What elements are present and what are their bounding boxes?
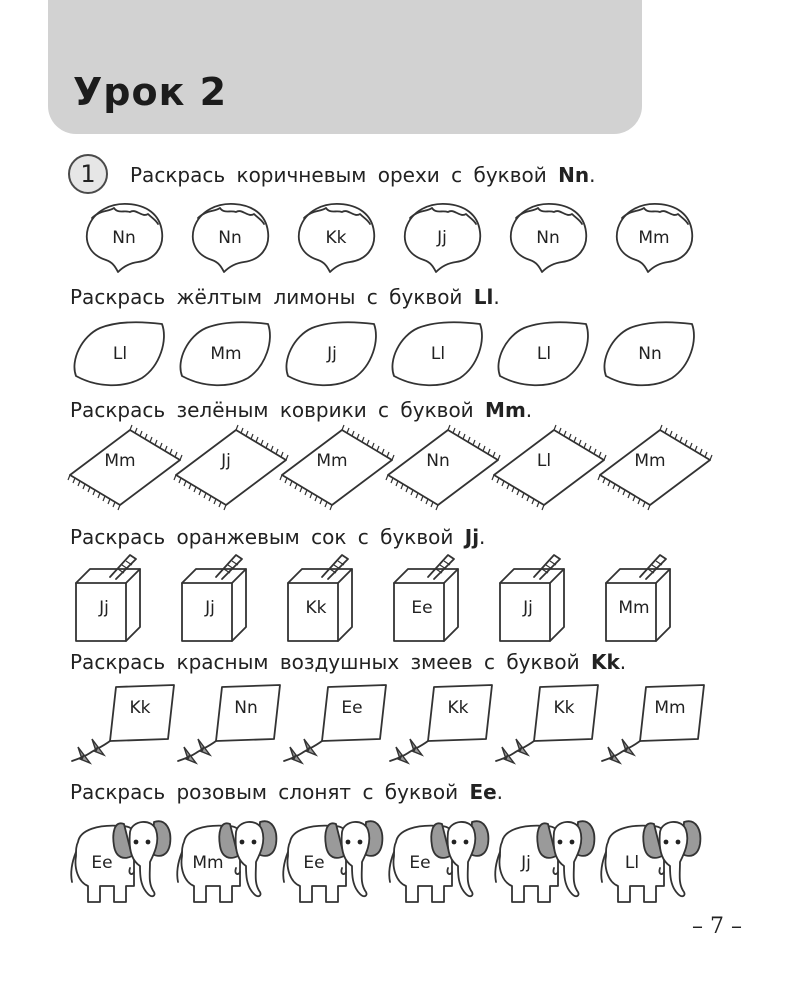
elephant-letters: Ee: [303, 853, 325, 873]
juice-letters: Kk: [305, 598, 327, 618]
lemon-item[interactable]: [600, 318, 700, 390]
kite-letters: Mm: [654, 698, 686, 718]
elephant-item[interactable]: [494, 812, 598, 908]
rug-letters: Ll: [536, 451, 552, 471]
instruction-text: Раскрась розовым слонят с буквой: [70, 780, 470, 804]
instruction-text: Раскрась жёлтым лимоны с буквой: [70, 285, 474, 309]
kite-item[interactable]: [494, 683, 614, 768]
juice-item[interactable]: [176, 555, 266, 645]
rug-item[interactable]: [494, 425, 610, 515]
nut-item[interactable]: [84, 200, 164, 270]
kite-letters: Nn: [234, 698, 258, 718]
juice-letters: Mm: [618, 598, 650, 618]
rug-item[interactable]: [388, 425, 504, 515]
instruction-text: Раскрась зелёным коврики с буквой: [70, 398, 486, 422]
juice-letters: Ee: [411, 598, 433, 618]
juice-letters: Jj: [205, 598, 215, 618]
rug-letters: Mm: [634, 451, 666, 471]
rug-item[interactable]: [176, 425, 292, 515]
elephant-item[interactable]: [600, 812, 704, 908]
kite-letters: Kk: [553, 698, 575, 718]
nut-item[interactable]: [296, 200, 376, 270]
target-letter: Jj: [464, 525, 480, 549]
task-number-badge: 1: [68, 154, 108, 194]
instruction-text: Раскрась красным воздушных змеев с буквой: [70, 650, 591, 674]
rug-letters: Mm: [316, 451, 348, 471]
nut-letters: Nn: [536, 228, 560, 248]
kite-item[interactable]: [282, 683, 402, 768]
nut-letters: Nn: [112, 228, 136, 248]
instruction-period: .: [589, 163, 596, 187]
lesson-title: Урок 2: [73, 70, 228, 114]
elephant-row: [60, 812, 760, 912]
elephant-letters: Mm: [192, 853, 224, 873]
instruction-period: .: [479, 525, 486, 549]
target-letter: Ee: [469, 780, 497, 804]
juice-item[interactable]: [494, 555, 584, 645]
target-letter: Mm: [485, 398, 526, 422]
instruction-text: Раскрась оранжевым сок с буквой: [70, 525, 465, 549]
elephant-letters: Ll: [624, 853, 640, 873]
lemon-letters: Nn: [638, 344, 662, 364]
nut-item[interactable]: [190, 200, 270, 270]
juice-letters: Jj: [99, 598, 109, 618]
instruction-period: .: [493, 285, 500, 309]
target-letter: Kk: [590, 650, 620, 674]
elephant-letters: Jj: [521, 853, 531, 873]
elephant-item[interactable]: [176, 812, 280, 908]
target-letter: Ll: [473, 285, 494, 309]
kite-item[interactable]: [176, 683, 296, 768]
kite-letters: Kk: [447, 698, 469, 718]
rug-item[interactable]: [70, 425, 186, 515]
juice-row: [60, 555, 760, 655]
nut-item[interactable]: [508, 200, 588, 270]
nut-letters: Nn: [218, 228, 242, 248]
lemon-letters: Ll: [430, 344, 446, 364]
instruction-period: .: [525, 398, 533, 422]
juice-item[interactable]: [70, 555, 160, 645]
nut-item[interactable]: [402, 200, 482, 270]
nut-letters: Mm: [638, 228, 670, 248]
juice-item[interactable]: [282, 555, 372, 645]
rug-letters: Mm: [104, 451, 136, 471]
elephant-letters: Ee: [91, 853, 113, 873]
juice-item[interactable]: [600, 555, 690, 645]
lemon-letters: Jj: [327, 344, 337, 364]
lemon-item[interactable]: [282, 318, 382, 390]
instruction-period: .: [619, 650, 627, 674]
rug-item[interactable]: [600, 425, 716, 515]
nut-item[interactable]: [614, 200, 694, 270]
lemon-letters: Ll: [536, 344, 552, 364]
rug-row: [60, 425, 760, 525]
elephant-letters: Ee: [409, 853, 431, 873]
lemon-letters: Ll: [112, 344, 128, 364]
kite-item[interactable]: [600, 683, 720, 768]
juice-letters: Jj: [523, 598, 533, 618]
instruction-period: .: [496, 780, 504, 804]
kite-row: [60, 683, 760, 783]
instruction-text: Раскрась коричневым орехи с буквой: [130, 163, 559, 187]
lemon-item[interactable]: [176, 318, 276, 390]
instruction-elephants: [70, 780, 503, 804]
elephant-item[interactable]: [388, 812, 492, 908]
kite-letters: Kk: [129, 698, 151, 718]
nut-letters: Kk: [325, 228, 347, 248]
lemon-item[interactable]: [388, 318, 488, 390]
kite-letters: Ee: [341, 698, 363, 718]
page-number: – 7 –: [692, 914, 742, 939]
instruction-lemons: [70, 285, 500, 309]
instruction-nuts: [130, 163, 595, 187]
target-letter: Nn: [558, 163, 590, 187]
instruction-juice: [70, 525, 485, 549]
kite-item[interactable]: [70, 683, 190, 768]
lemon-letters: Mm: [210, 344, 242, 364]
juice-item[interactable]: [388, 555, 478, 645]
rug-letters: Jj: [221, 451, 231, 471]
lemon-item[interactable]: [70, 318, 170, 390]
instruction-kites: [70, 650, 626, 674]
lemon-item[interactable]: [494, 318, 594, 390]
kite-item[interactable]: [388, 683, 508, 768]
instruction-rugs: [70, 398, 532, 422]
rug-item[interactable]: [282, 425, 398, 515]
nut-letters: Jj: [437, 228, 447, 248]
elephant-item[interactable]: [70, 812, 174, 908]
rug-letters: Nn: [426, 451, 450, 471]
elephant-item[interactable]: [282, 812, 386, 908]
